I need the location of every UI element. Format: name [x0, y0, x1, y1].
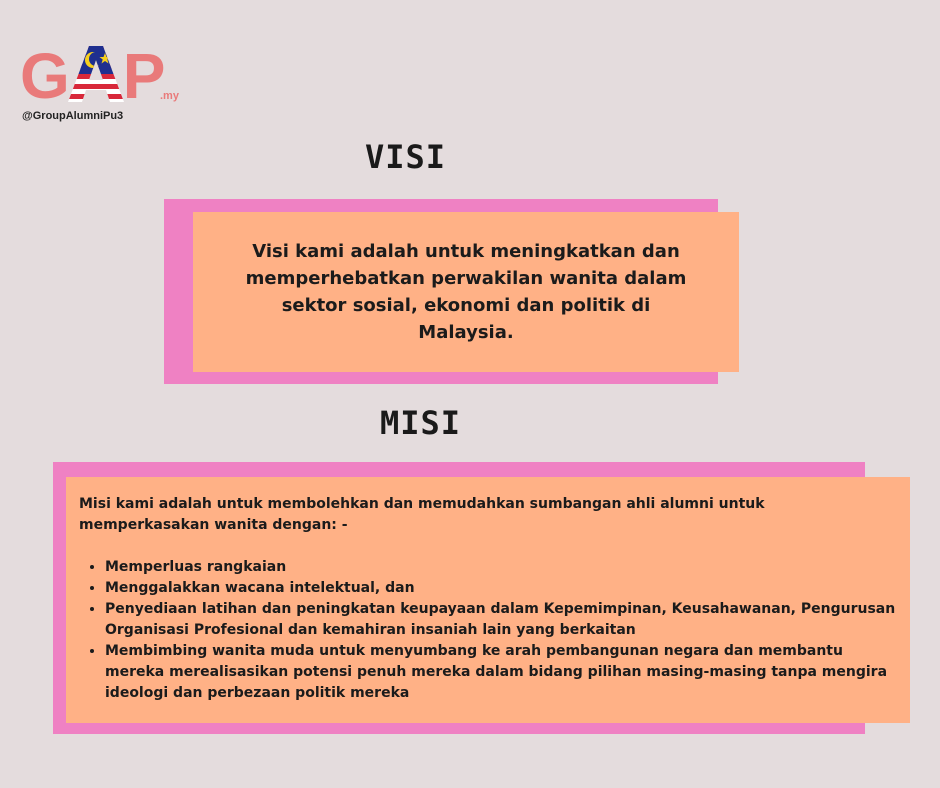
- list-item: • Membimbing wanita muda untuk menyumbang ke arah pembangunan negara dan membantu mereka merealisasikan potensi penuh mereka dalam bidang pilihan masing-masing tanpa mengira ideologi dan perbezaan politik mereka: [105, 641, 898, 704]
- logo-wordmark: [20, 40, 165, 112]
- logo-handle: @GroupAlumniPu3: [22, 110, 124, 122]
- misi-heading: MISI: [380, 404, 462, 442]
- list-item: • Memperluas rangkaian: [105, 557, 898, 578]
- logo-domain-suffix: .my: [160, 90, 179, 102]
- logo-letter-g: G: [20, 40, 69, 112]
- misi-list: [79, 557, 898, 704]
- misi-box: [66, 477, 910, 723]
- list-item: • Menggalakkan wacana intelektual, dan: [105, 578, 898, 599]
- malaysia-flag-a-icon: [67, 44, 125, 104]
- visi-heading: VISI: [365, 138, 447, 176]
- misi-intro: Misi kami adalah untuk membolehkan dan memudahkan sumbangan ahli alumni untuk memperkasakan wanita dengan: -: [79, 496, 765, 533]
- visi-box: [193, 212, 739, 372]
- visi-text: Visi kami adalah untuk meningkatkan dan memperhebatkan perwakilan wanita dalam sektor sosial, ekonomi dan politik di Malaysia.: [245, 241, 687, 343]
- list-item: • Penyediaan latihan dan peningkatan keupayaan dalam Kepemimpinan, Keusahawanan, Pengurusan Organisasi Profesional dan kemahiran insaniah lain yang berkaitan: [105, 599, 898, 641]
- logo-letter-p: P: [122, 40, 165, 112]
- gap-logo: [20, 40, 200, 124]
